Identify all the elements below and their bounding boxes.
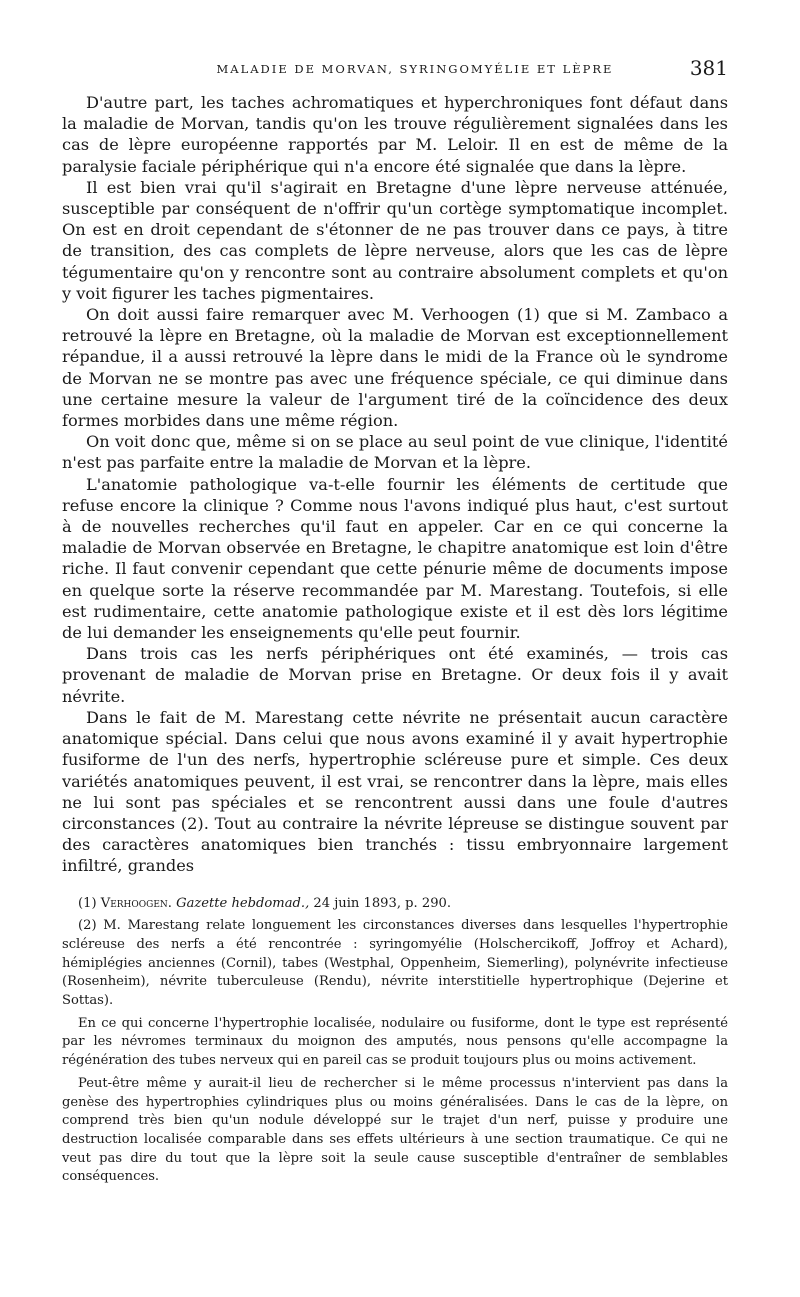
- footnote-3: En ce qui concerne l'hypertrophie localisée, nodulaire ou fusiforme, dont le type est représenté par les névromes terminaux du moignon des amputés, nous pensons qu'elle accompagne la régénération des tubes nerveux qui en pareil cas se produit toujours plus ou moins activement.: [62, 1015, 728, 1069]
- page-number: 381: [689, 56, 728, 80]
- body-text: [62, 92, 728, 877]
- footnote-2: (2) M. Marestang relate longuement les circonstances diverses dans lesquelles l'hypertrophie scléreuse des nerfs a été rencontrée : syringomyélie (Holschercikoff, Joffroy et Achard), hémiplégies anciennes (Cornil), tabes (Westphal, Oppenheim, Siemerling), polynévrite infectieuse (Rosenheim), névrite tuberculeuse (Rendu), névrite interstitielle hypertrophique (Dejerine et Sottas).: [62, 918, 728, 1009]
- footnote-4: Peut-être même y aurait-il lieu de rechercher si le même processus n'intervient pas dans la genèse des hypertrophies cylindriques plus ou moins généralisées. Dans le cas de la lèpre, on comprend très bien qu'un nodule développé sur le trajet d'un nerf, puisse y produire une destruction localisée comparable dans ses effets ultérieurs à une section traumatique. Ce qui ne veut pas dire du tout que la lèpre soit la seule cause susceptible d'entraîner de semblables conséquences.: [62, 1075, 728, 1185]
- paragraph: Dans le fait de M. Marestang cette névrite ne présentait aucun caractère anatomique spécial. Dans celui que nous avons examiné il y avait hypertrophie fusiforme de l'un des nerfs, hypertrophie scléreuse pure et simple. Ces deux variétés anatomiques peuvent, il est vrai, se rencontrer dans la lèpre, mais elles ne lui sont pas spéciales et se rencontrent aussi dans une foule d'autres circonstances (2). Tout au contraire la névrite lépreuse se distingue souvent par des caractères anatomiques bien tranchés : tissu embryonnaire largement infiltré, grandes: [62, 707, 728, 876]
- footnote-author: Verhoogen.: [100, 895, 172, 911]
- footnotes: [62, 895, 728, 1188]
- paragraph: On doit aussi faire remarquer avec M. Verhoogen (1) que si M. Zambaco a retrouvé la lèpre en Bretagne, où la maladie de Morvan est exceptionnellement répandue, il a aussi retrouvé la lèpre dans le midi de la France où le syndrome de Morvan ne se montre pas avec une fréquence spéciale, ce qui diminue dans une certaine mesure la valeur de l'argument tiré de la coïncidence des deux formes morbides dans une même région.: [62, 305, 728, 431]
- footnote-number: (1): [78, 895, 97, 911]
- footnote-reference: 24 juin 1893, p. 290.: [313, 895, 452, 911]
- footnote-journal: Gazette hebdomad.,: [176, 895, 310, 911]
- paragraph: Il est bien vrai qu'il s'agirait en Bretagne d'une lèpre nerveuse atténuée, susceptible par conséquent de n'offrir qu'un cortège symptomatique incomplet. On est en droit cependant de s'étonner de ne pas trouver dans ce pays, à titre de transition, des cas complets de lèpre nerveuse, alors que les cas de lèpre tégumentaire qu'on y rencontre sont au contraire absolument complets et qu'on y voit figurer les taches pigmentaires.: [62, 177, 728, 303]
- footnote-1: [62, 895, 728, 914]
- paragraph: On voit donc que, même si on se place au seul point de vue clinique, l'identité n'est pas parfaite entre la maladie de Morvan et la lèpre.: [62, 432, 728, 473]
- running-title: MALADIE DE MORVAN, SYRINGOMYÉLIE ET LÈPRE: [216, 62, 614, 76]
- paragraph: L'anatomie pathologique va-t-elle fournir les éléments de certitude que refuse encore la clinique ? Comme nous l'avons indiqué plus haut, c'est surtout à de nouvelles recherches qu'il faut en appeler. Car en ce qui concerne la maladie de Morvan observée en Bretagne, le chapitre anatomique est loin d'être riche. Il faut convenir cependant que cette pénurie même de documents impose en quelque sorte la réserve recommandée par M. Marestang. Toutefois, si elle est rudimentaire, cette anatomie pathologique existe et il est dès lors légitime de lui demander les enseignements qu'elle peut fournir.: [62, 474, 728, 643]
- page-header: [62, 56, 728, 92]
- paragraph: Dans trois cas les nerfs périphériques ont été examinés, — trois cas provenant de maladie de Morvan prise en Bretagne. Or deux fois il y avait névrite.: [62, 644, 728, 706]
- paragraph: D'autre part, les taches achromatiques et hyperchroniques font défaut dans la maladie de Morvan, tandis qu'on les trouve régulièrement signalées dans les cas de lèpre européenne rapportés par M. Leloir. Il en est de même de la paralysie faciale périphérique qui n'a encore été signalée que dans la lèpre.: [62, 93, 728, 176]
